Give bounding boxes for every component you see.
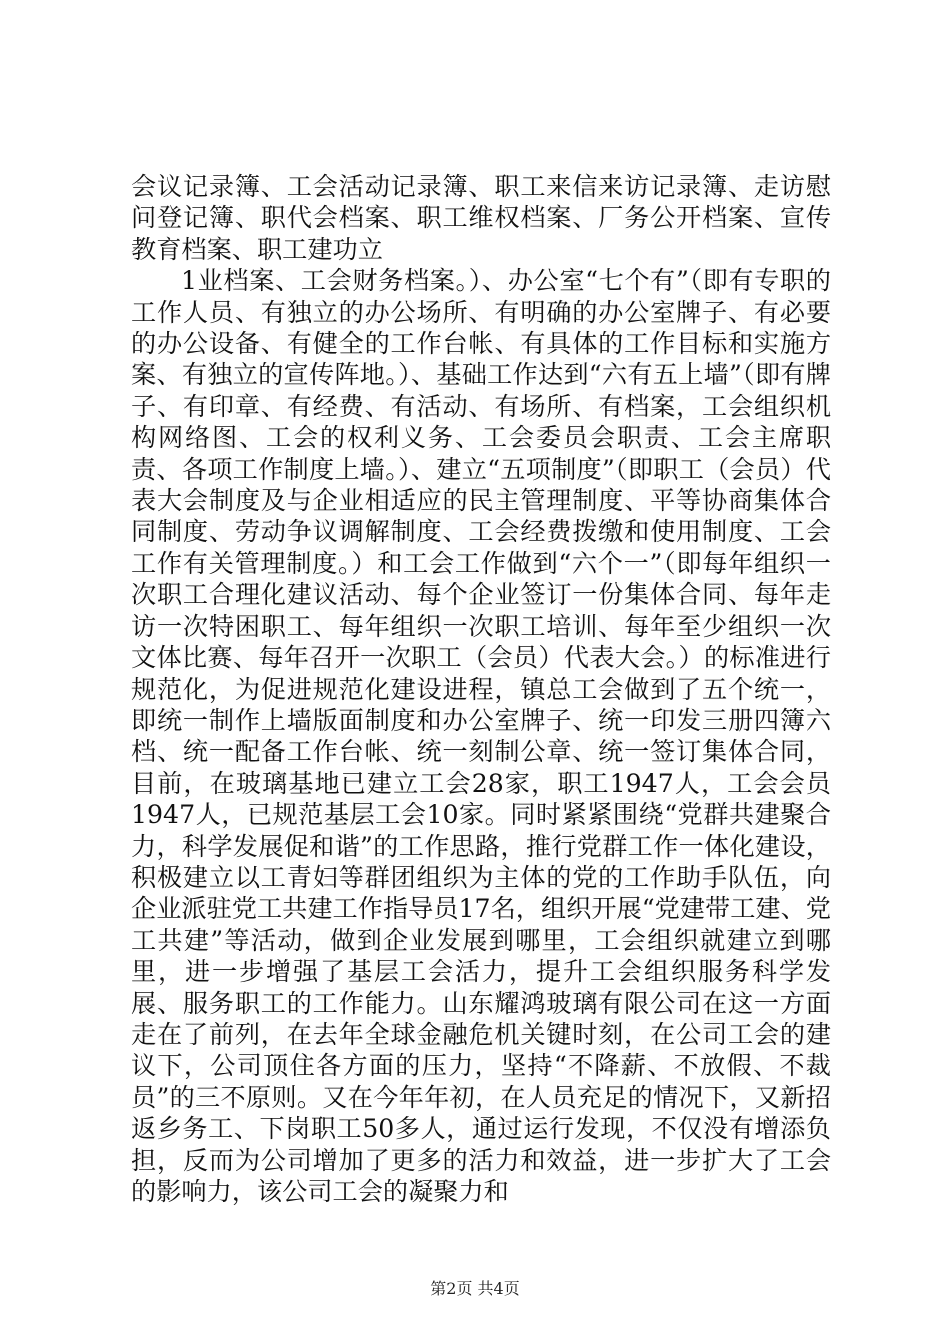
paragraph-2: 1业档案、工会财务档案。）、办公室“七个有”（即有专职的工作人员、有独立的办公场所、有明确的办公室牌子、有必要的办公设备、有健全的工作台帐、有具体的工作目标和实施方案、有独立的宣传阵地。）、基础工作达到“六有五上墙”（即有牌子、有印章、有经费、有活动、有场所、有档案，工会组织机构网络图、工会的权利义务、工会委员会职责、工会主席职责、各项工作制度上墙。）、建立“五项制度”（即职工（会员）代表大会制度及与企业相适应的民主管理制度、平等协商集体合同制度、劳动争议调解制度、工会经费拨缴和使用制度、工会工作有关管理制度。）和工会工作做到“六个一”（即每年组织一次职工合理化建议活动、每个企业签订一份集体合同、每年走访一次特困职工、每年组织一次职工培训、每年至少组织一次文体比赛、每年召开一次职工（会员）代表大会。）的标准进行规范化，为促进规范化建设进程，镇总工会做到了五个统一，即统一制作上墙版面制度和办公室牌子、统一印发三册四簿六档、统一配备工作台帐、统一刻制公章、统一签订集体合同，目前，在玻璃基地已建立工会28家，职工1947人，工会会员1947人，已规范基层工会10家。同时紧紧围绕“党群共建聚合力，科学发展促和谐”的工作思路，推行党群工作一体化建设，积极建立以工青妇等群团组织为主体的党的工作助手队伍，向企业派驻党工共建工作指导员17名，组织开展“党建带工建、党工共建”等活动，做到企业发展到哪里，工会组织就建立到哪里，进一步增强了基层工会活力，提升工会组织服务科学发展、服务职工的工作能力。山东耀鸿玻璃有限公司在这一方面走在了前列，在去年全球金融危机关键时刻，在公司工会的建议下，公司顶住各方面的压力，坚持“不降薪、不放假、不裁员”的三不原则。又在今年年初，在人员充足的情况下，又新招返乡务工、下岗职工50多人，通过运行发现，不仅没有增添负担，反而为公司增加了更多的活力和效益，进一步扩大了工会的影响力，该公司工会的凝聚力和 (131, 266, 831, 1206)
document-body (131, 171, 831, 1207)
page-footer: 第2页 共4页 (430, 1279, 520, 1298)
paragraph-1: 会议记录簿、工会活动记录簿、职工来信来访记录簿、走访慰问登记簿、职代会档案、职工维权档案、厂务公开档案、宣传教育档案、职工建功立 (131, 172, 831, 264)
